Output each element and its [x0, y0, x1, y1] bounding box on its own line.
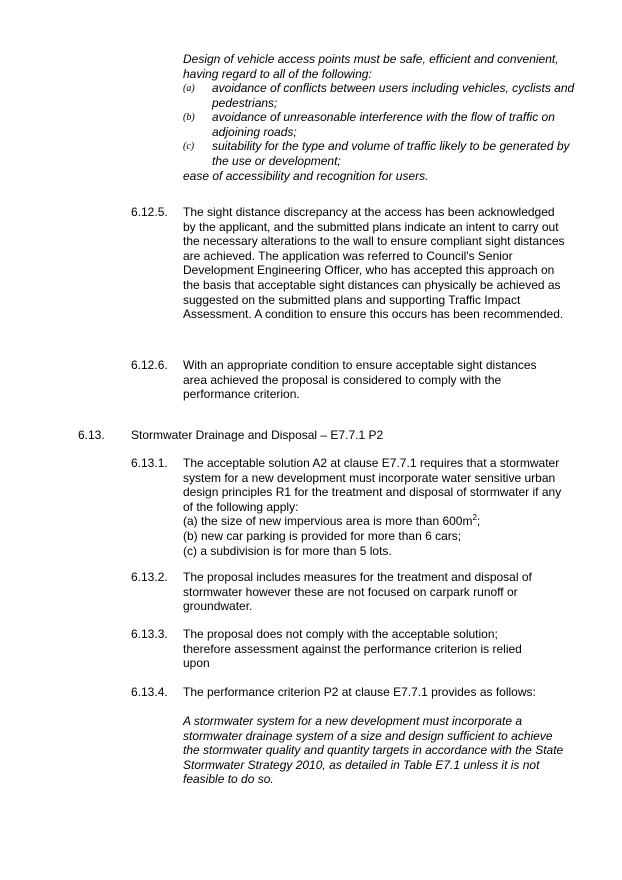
paragraph-number: 6.12.6. — [131, 358, 168, 372]
paragraph-6-13-1 — [183, 456, 563, 558]
paragraph-6-13-4: The performance criterion P2 at clause E7.7.1 provides as follows: — [183, 685, 536, 699]
paragraph-6-12-5: The sight distance discrepancy at the access has been acknowledged by the applicant, and the submitted plans indicate an intent to carry out the necessary alterations to the wall to ensure compliant sight distances are achieved. The application was referred to Council's Senior Development Engineering Officer, who has accepted this approach on the basis that acceptable sight distances can physically be achieved as suggested on the submitted plans and supporting Traffic Impact Assessment. A condition to ensure this occurs has been recommended. — [183, 205, 565, 322]
quote-performance-criterion-p2: A stormwater system for a new development must incorporate a stormwater drainage system of a size and design sufficient to achieve the stormwater quality and quantity targets in accordance with the State Stormwater Strategy 2010, as detailed in Table E7.1 unless it is not feasible to do so. — [183, 714, 564, 787]
quote-item-a — [183, 81, 583, 110]
paragraph-number: 6.13.4. — [131, 685, 168, 699]
paragraph-6-12-6: With an appropriate condition to ensure acceptable sight distances area achieved the proposal is considered to comply with the performance criterion. — [183, 358, 537, 402]
section-heading: Stormwater Drainage and Disposal – E7.7.1 P2 — [131, 428, 384, 442]
paragraph-number: 6.13.3. — [131, 627, 168, 641]
section-number: 6.13. — [78, 428, 105, 442]
quote-item-label: (c) — [183, 141, 195, 153]
list-item-a-text: (a) the size of new impervious area is more than 600m — [183, 514, 473, 529]
list-item-c: (c) a subdivision is for more than 5 lots. — [183, 543, 392, 558]
quote-item-text: avoidance of unreasonable interference with the flow of traffic on adjoining roads; — [212, 110, 555, 139]
quote-performance-criterion-access — [183, 52, 573, 184]
list-item-a — [183, 514, 563, 529]
quote-item-text: avoidance of conflicts between users including vehicles, cyclists and pedestrians; — [212, 81, 575, 110]
quote-list — [183, 81, 573, 169]
quote-item-label: (a) — [183, 83, 195, 95]
quote-item-b — [183, 110, 583, 139]
quote-last: ease of accessibility and recognition for users. — [183, 169, 429, 184]
quote-intro: Design of vehicle access points must be safe, efficient and convenient, having regard to all of the following: — [183, 52, 559, 81]
paragraph-number: 6.13.1. — [131, 456, 168, 470]
quote-item-label: (b) — [183, 112, 195, 124]
superscript: 2 — [472, 513, 477, 523]
paragraph-6-13-2: The proposal includes measures for the treatment and disposal of stormwater however these are not focused on carpark runoff or groundwater. — [183, 570, 532, 614]
paragraph-text: The acceptable solution A2 at clause E7.7.1 requires that a stormwater system for a new development must incorporate water sensitive urban design principles R1 for the treatment and disposal of stormwater if any of the following apply: — [183, 456, 562, 514]
list-item-b: (b) new car parking is provided for more than 6 cars; — [183, 528, 462, 543]
paragraph-number: 6.13.2. — [131, 570, 168, 584]
paragraph-number: 6.12.5. — [131, 205, 168, 219]
quote-item-text: suitability for the type and volume of traffic likely to be generated by the use or development; — [212, 139, 570, 168]
list-item-a-end: ; — [476, 514, 481, 529]
quote-item-c — [183, 139, 583, 168]
paragraph-6-13-3: The proposal does not comply with the acceptable solution; therefore assessment against the performance criterion is relied upon — [183, 627, 522, 671]
